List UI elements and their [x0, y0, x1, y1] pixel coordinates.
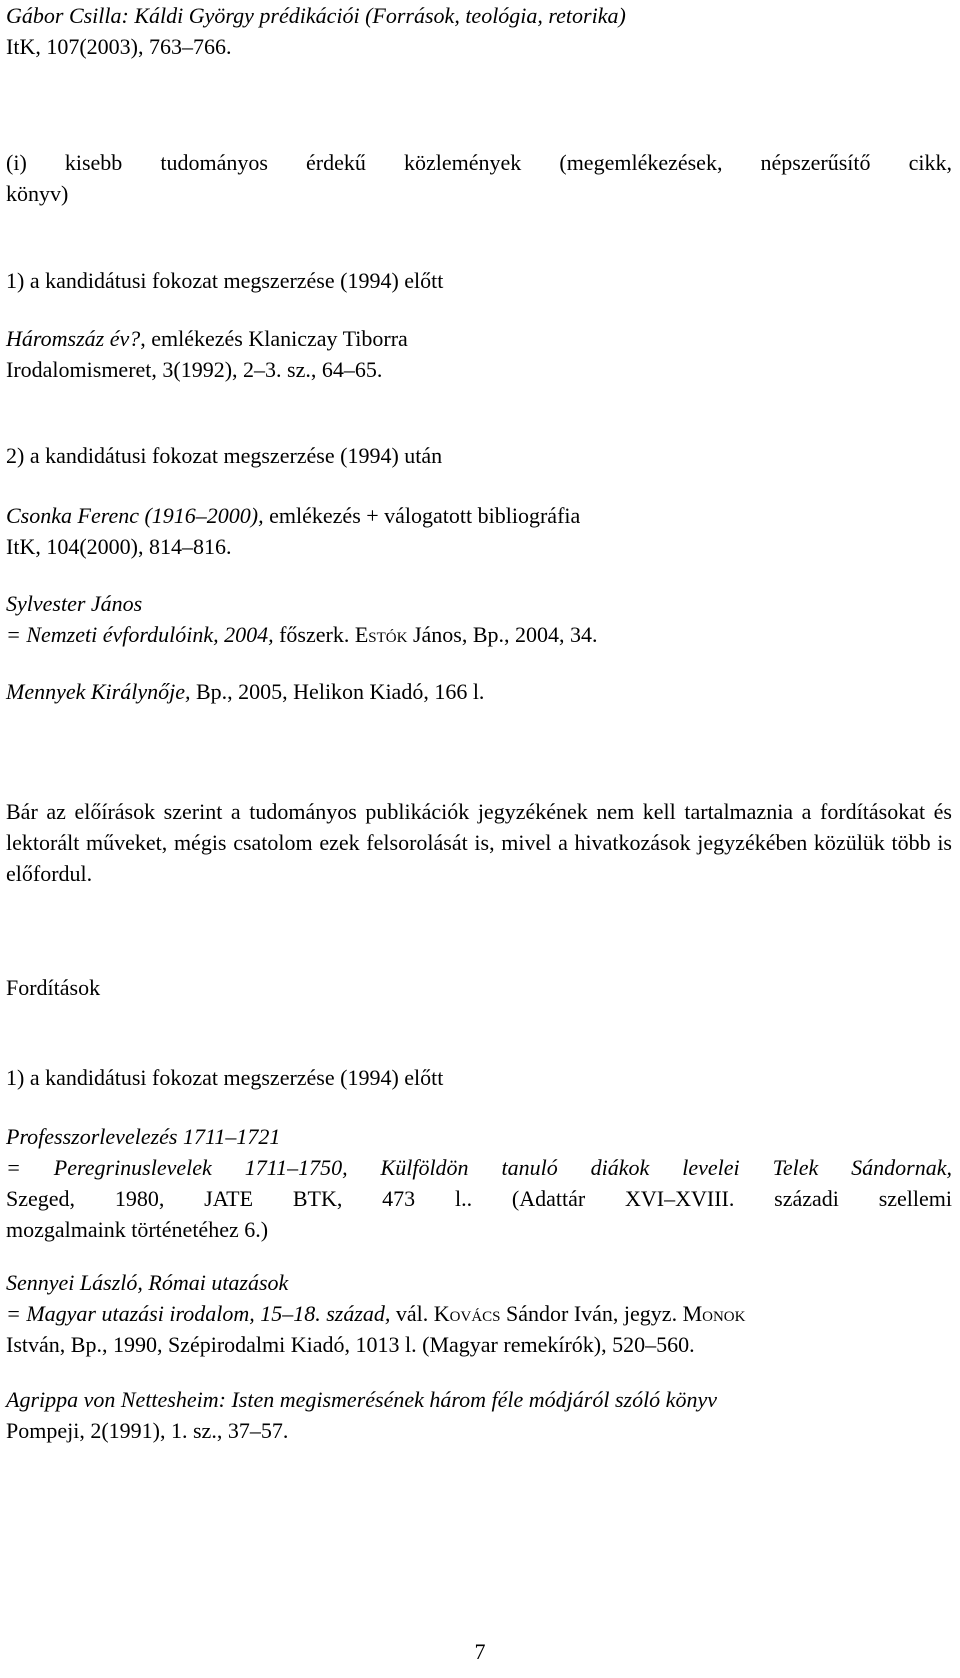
section-i-heading — [6, 147, 952, 209]
entry-publication: ItK, 107(2003), 763–766. — [6, 34, 232, 59]
entry-line2-italic: = Magyar utazási irodalom, 15–18. század, — [6, 1301, 391, 1326]
entry-pub-italic: = Nemzeti évfordulóink, 2004, — [6, 622, 274, 647]
translations-sub-heading-text: 1) a kandidátusi fokozat megszerzése (1994) előtt — [6, 1065, 444, 1090]
entry-mennyek-kiralynoje — [6, 676, 952, 707]
page-number: 7 — [474, 1639, 486, 1664]
entry-line3: István, Bp., 1990, Szépirodalmi Kiadó, 1013 l. (Magyar remekírók), 520–560. — [6, 1332, 695, 1357]
entry-csonka-ferenc — [6, 500, 952, 562]
entry-title — [6, 500, 952, 531]
entry-line4: mozgalmaink történetéhez 6.) — [6, 1217, 269, 1242]
entry-line2-text-b: Sándor Iván, jegyz. — [500, 1301, 683, 1326]
entry-professzorlevelezes — [6, 1121, 952, 1245]
sub2-heading — [6, 440, 952, 471]
translations-sub-heading — [6, 1062, 952, 1093]
note-paragraph: Bár az előírások szerint a tudományos publikációk jegyzékének nem kell tartalmaznia a fordításokat és lektorált műveket, mégis csatolom ezek felsorolását is, mivel a hivatkozások jegyzékében közülük több is előfordul. — [6, 799, 952, 886]
entry-title-italic: Csonka Ferenc (1916–2000), — [6, 503, 264, 528]
entry-line2-smallcaps-1: Kovács — [433, 1301, 501, 1326]
entry-haromszaz-ev — [6, 323, 952, 385]
entry-title: Sennyei László, Római utazások — [6, 1270, 289, 1295]
entry-title: Sylvester János — [6, 591, 143, 616]
entry-agrippa — [6, 1384, 952, 1446]
entry-title — [6, 323, 952, 354]
entry-title-rest: emlékezés + válogatott bibliográfia — [263, 503, 581, 528]
entry-title: Gábor Csilla: Káldi György prédikációi (Források, teológia, retorika) — [6, 3, 626, 28]
section-i-heading-line1: (i) kisebb tudományos érdekű közlemények (megemlékezések, népszerűsítő cikk, — [6, 150, 952, 175]
entry-pub-text-b: János, Bp., 2004, 34. — [407, 622, 598, 647]
entry-publication: Pompeji, 2(1991), 1. sz., 37–57. — [6, 1418, 289, 1443]
entry-sylvester-janos — [6, 588, 952, 650]
entry-publication: Irodalomismeret, 3(1992), 2–3. sz., 64–65. — [6, 357, 383, 382]
entry-title: Professzorlevelezés 1711–1721 — [6, 1124, 281, 1149]
entry-pub-text-a: főszerk. — [273, 622, 355, 647]
sub1-heading-text: 1) a kandidátusi fokozat megszerzése (1994) előtt — [6, 268, 444, 293]
entry-line3: Szeged, 1980, JATE BTK, 473 l.. (Adattár XVI–XVIII. századi szellemi — [6, 1186, 952, 1211]
entry-title: Agrippa von Nettesheim: Isten megismerésének három féle módjáról szóló könyv — [6, 1387, 717, 1412]
translations-heading — [6, 972, 952, 1003]
sub2-heading-text: 2) a kandidátusi fokozat megszerzése (1994) után — [6, 443, 443, 468]
entry-gabor-csilla — [6, 0, 952, 62]
entry-title-rest: , emlékezés Klaniczay Tiborra — [140, 326, 408, 351]
entry-title-rest: Bp., 2005, Helikon Kiadó, 166 l. — [190, 679, 485, 704]
entry-title — [6, 676, 952, 707]
entry-line2: = Peregrinuslevelek 1711–1750, Külföldön tanuló diákok levelei Telek Sándornak, — [6, 1155, 952, 1180]
entry-title-italic: Mennyek Királynője, — [6, 679, 191, 704]
entry-title-italic: Háromszáz év? — [6, 326, 141, 351]
entry-line2-smallcaps-2: Monok — [682, 1301, 746, 1326]
entry-sennyei-laszlo — [6, 1267, 952, 1360]
entry-publication: ItK, 104(2000), 814–816. — [6, 534, 232, 559]
entry-publication — [6, 619, 952, 650]
entry-pub-smallcaps: Estók — [354, 622, 408, 647]
sub1-heading — [6, 265, 952, 296]
section-i-heading-line2: könyv) — [6, 181, 69, 206]
entry-line2-text-a: vál. — [390, 1301, 434, 1326]
entry-line2 — [6, 1298, 952, 1329]
translations-heading-text: Fordítások — [6, 975, 101, 1000]
